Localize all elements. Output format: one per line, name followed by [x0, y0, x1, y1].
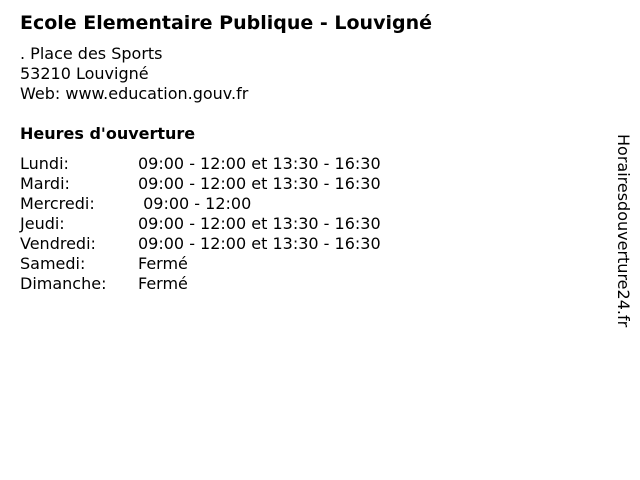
address-street: . Place des Sports: [20, 44, 163, 63]
site-watermark-label: Horairesdouverture24.fr: [614, 134, 633, 328]
day-label: Samedi:: [20, 254, 86, 273]
address-web: Web: www.education.gouv.fr: [20, 84, 249, 103]
hours-row-mardi: [20, 174, 450, 194]
opening-hours-heading: Heures d'ouverture: [20, 124, 196, 143]
hours-row-dimanche: [20, 274, 450, 294]
address-city: 53210 Louvigné: [20, 64, 149, 83]
day-hours: 09:00 - 12:00 et 13:30 - 16:30: [138, 174, 381, 193]
address-block: [20, 44, 248, 104]
hours-row-mercredi: [20, 194, 450, 214]
day-hours: 09:00 - 12:00 et 13:30 - 16:30: [138, 154, 381, 173]
day-label: Lundi:: [20, 154, 69, 173]
day-hours: 09:00 - 12:00 et 13:30 - 16:30: [138, 214, 381, 233]
day-label: Mercredi:: [20, 194, 95, 213]
day-hours: 09:00 - 12:00 et 13:30 - 16:30: [138, 234, 381, 253]
opening-hours-table: [20, 154, 450, 294]
day-hours: 09:00 - 12:00: [138, 194, 252, 213]
day-hours: Fermé: [138, 274, 188, 293]
hours-row-jeudi: [20, 214, 450, 234]
page-title: Ecole Elementaire Publique - Louvigné: [20, 12, 432, 34]
hours-row-samedi: [20, 254, 450, 274]
day-label: Mardi:: [20, 174, 70, 193]
day-label: Vendredi:: [20, 234, 96, 253]
day-hours: Fermé: [138, 254, 188, 273]
day-label: Jeudi:: [20, 214, 65, 233]
hours-row-vendredi: [20, 234, 450, 254]
day-label: Dimanche:: [20, 274, 107, 293]
hours-row-lundi: [20, 154, 450, 174]
